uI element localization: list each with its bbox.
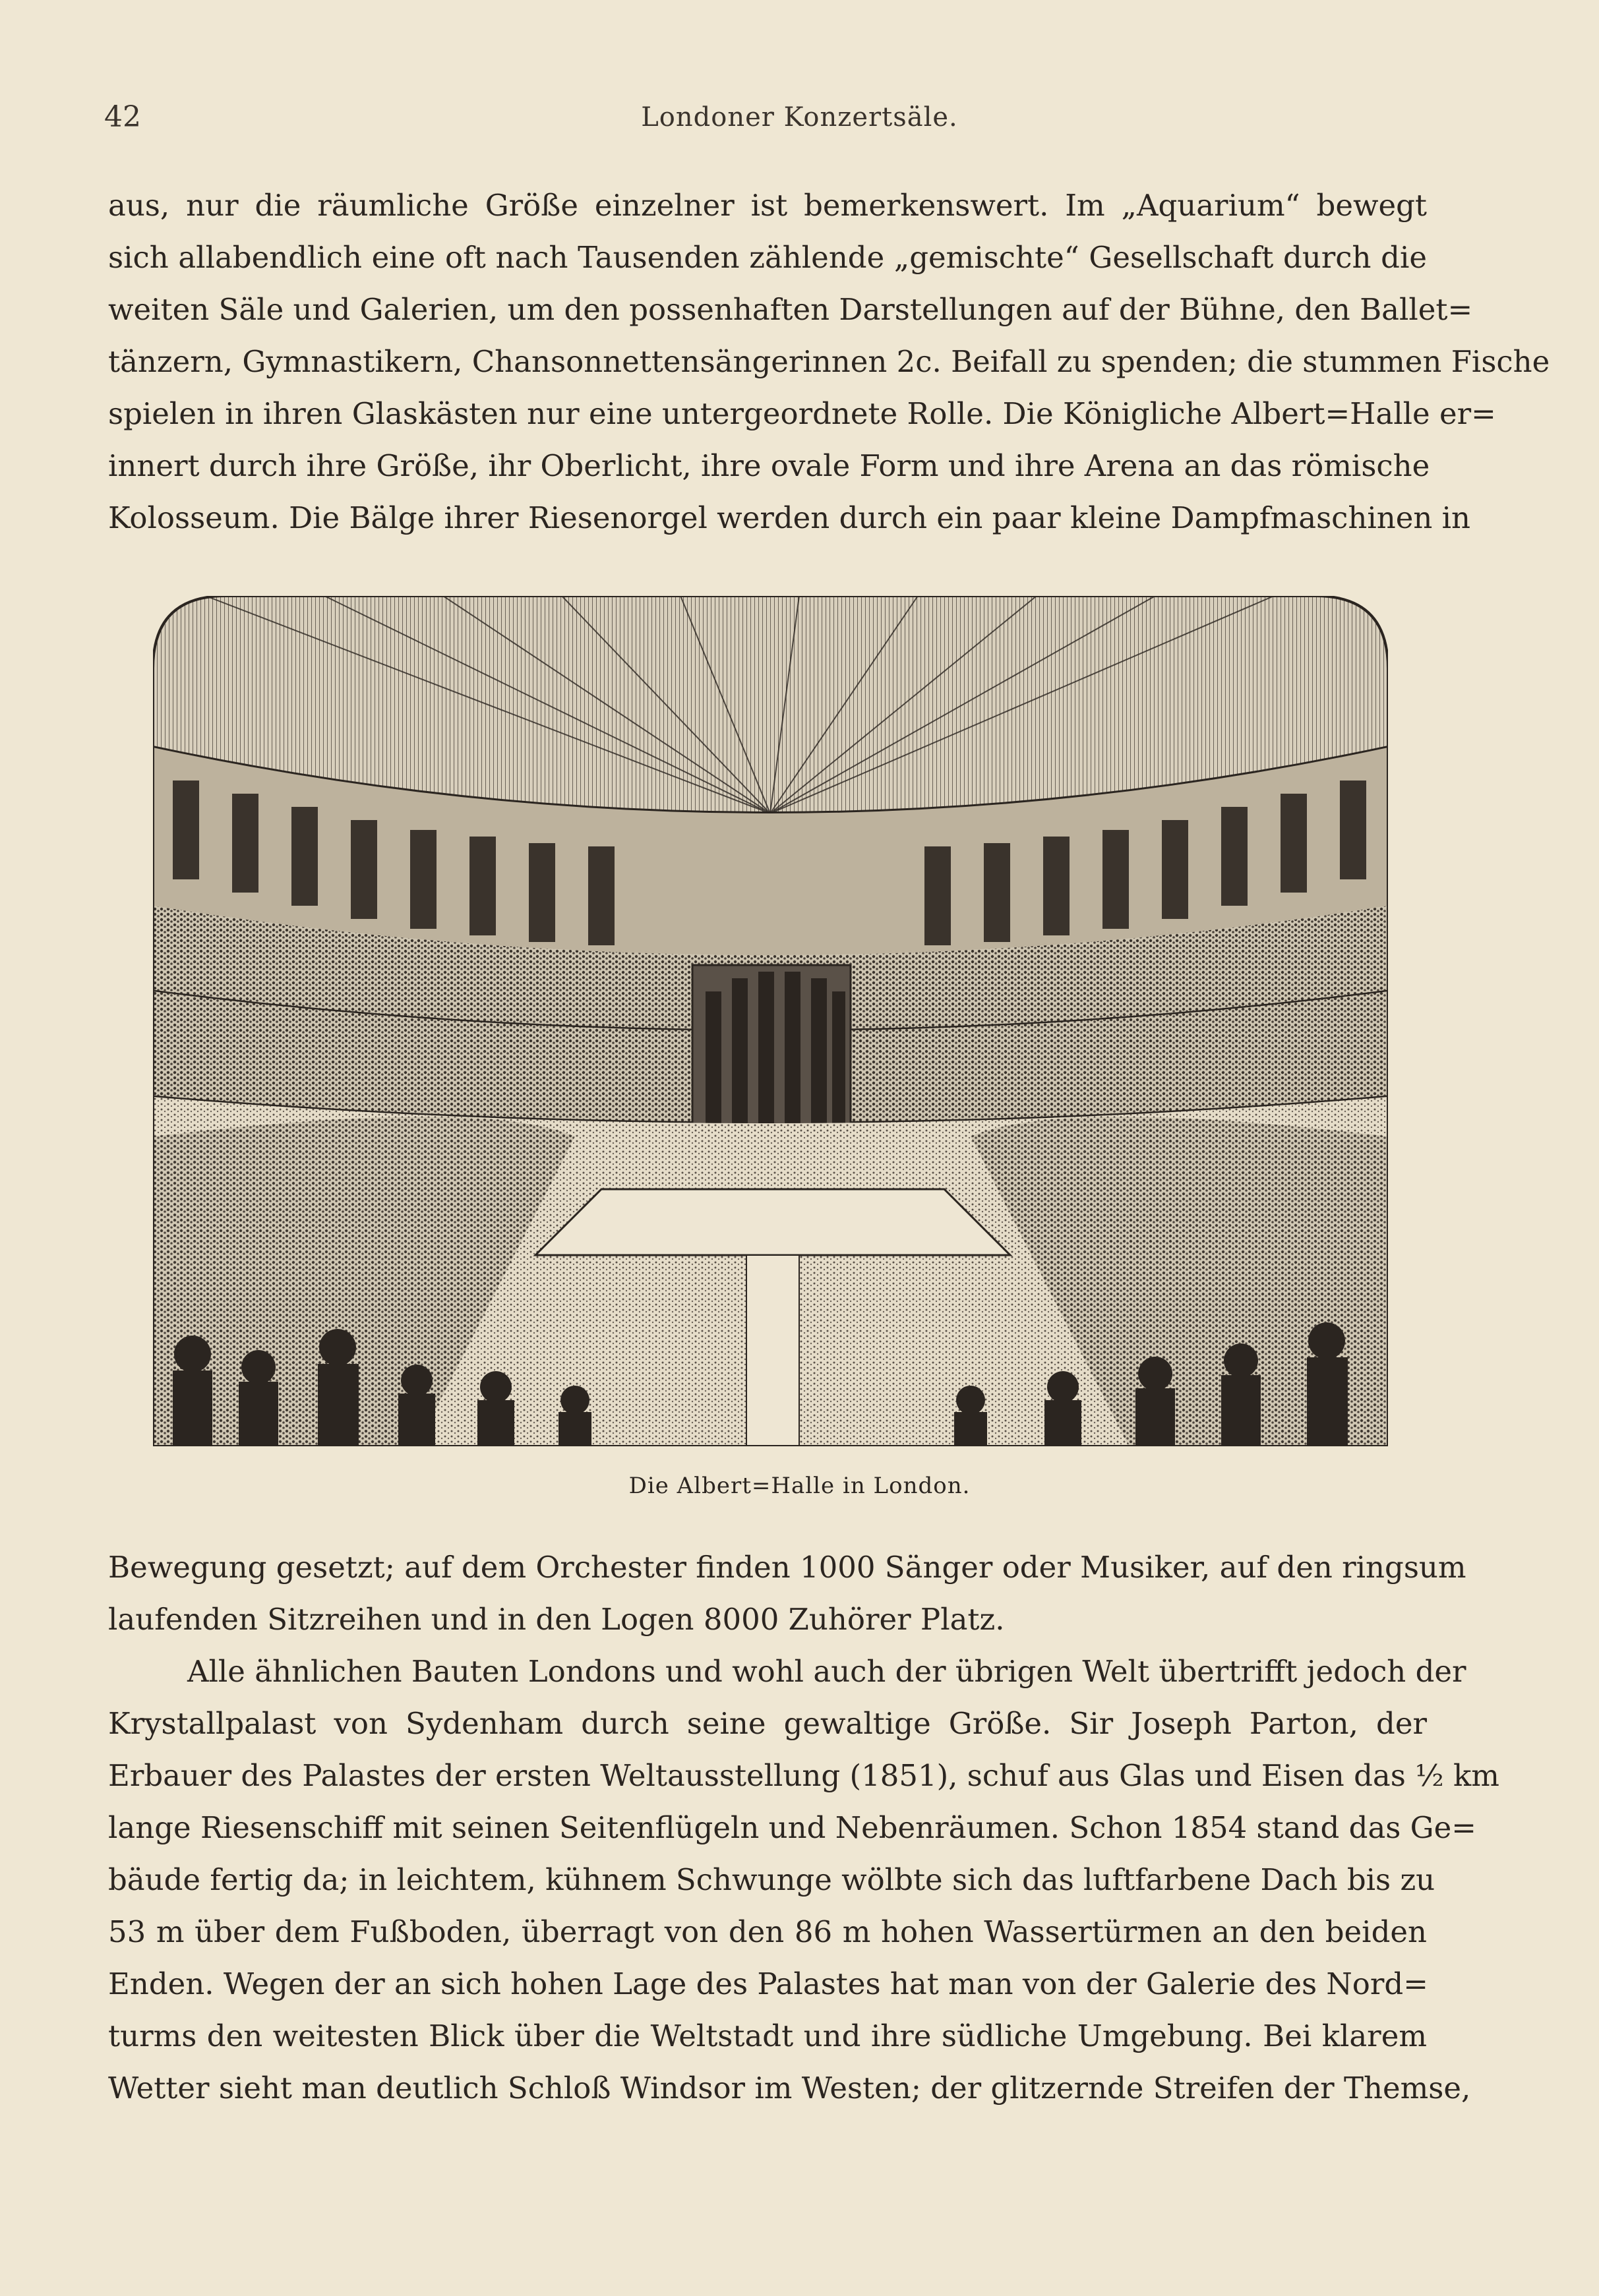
text-line: Krystallpalast von Sydenham durch seine gewaltige Größe. Sir Joseph Parton, der	[108, 1706, 1427, 1741]
text-line: weiten Säle und Galerien, um den possenhaften Darstellungen auf der Bühne, den Ballet=	[108, 292, 1473, 327]
text-line: bäude fertig da; in leichtem, kühnem Schwunge wölbte sich das luftfarbene Dach bis zu	[108, 1862, 1435, 1897]
text-line: sich allabendlich eine oft nach Tausenden zählende „gemischte“ Gesellschaft durch die	[108, 240, 1427, 275]
paragraph-bottom	[108, 1541, 1499, 2114]
running-title: Londoner Konzertsäle.	[641, 102, 958, 132]
text-line: innert durch ihre Größe, ihr Oberlicht, ihre ovale Form und ihre Arena an das römische	[108, 448, 1430, 483]
figure-caption: Die Albert=Halle in London.	[628, 1473, 971, 1499]
text-line: lange Riesenschiff mit seinen Seitenflügeln und Nebenräumen. Schon 1854 stand das Ge=	[108, 1810, 1476, 1845]
text-line: 53 m über dem Fußboden, überragt von den 86 m hohen Wassertürmen an den beiden	[108, 1914, 1427, 1949]
text-line: Alle ähnlichen Bauten Londons und wohl auch der übrigen Welt übertrifft jedoch der	[187, 1654, 1466, 1689]
text-line: Enden. Wegen der an sich hohen Lage des Palastes hat man von der Galerie des Nord=	[108, 1966, 1428, 2001]
page-number: 42	[104, 100, 141, 134]
paragraph-top	[108, 179, 1550, 544]
text-line: spielen in ihren Glaskästen nur eine untergeordnete Rolle. Die Königliche Albert=Halle er=	[108, 396, 1496, 431]
text-line: laufenden Sitzreihen und in den Logen 8000 Zuhörer Platz.	[108, 1602, 1005, 1637]
albert-hall-engraving	[153, 596, 1388, 1446]
text-line: aus, nur die räumliche Größe einzelner ist bemerkenswert. Im „Aquarium“ bewegt	[108, 188, 1427, 223]
text-line: turms den weitesten Blick über die Weltstadt und ihre südliche Umgebung. Bei klarem	[108, 2018, 1427, 2053]
text-line: Kolosseum. Die Bälge ihrer Riesenorgel werden durch ein paar kleine Dampfmaschinen in	[108, 500, 1471, 535]
text-line: Wetter sieht man deutlich Schloß Windsor im Westen; der glitzernde Streifen der Themse,	[108, 2071, 1471, 2105]
text-line: tänzern, Gymnastikern, Chansonnettensängerinnen 2c. Beifall zu spenden; die stummen Fische	[108, 344, 1550, 379]
text-line: Erbauer des Palastes der ersten Weltausstellung (1851), schuf aus Glas und Eisen das ½ km	[108, 1758, 1499, 1793]
text-line: Bewegung gesetzt; auf dem Orchester finden 1000 Sänger oder Musiker, auf den ringsum	[108, 1550, 1466, 1585]
